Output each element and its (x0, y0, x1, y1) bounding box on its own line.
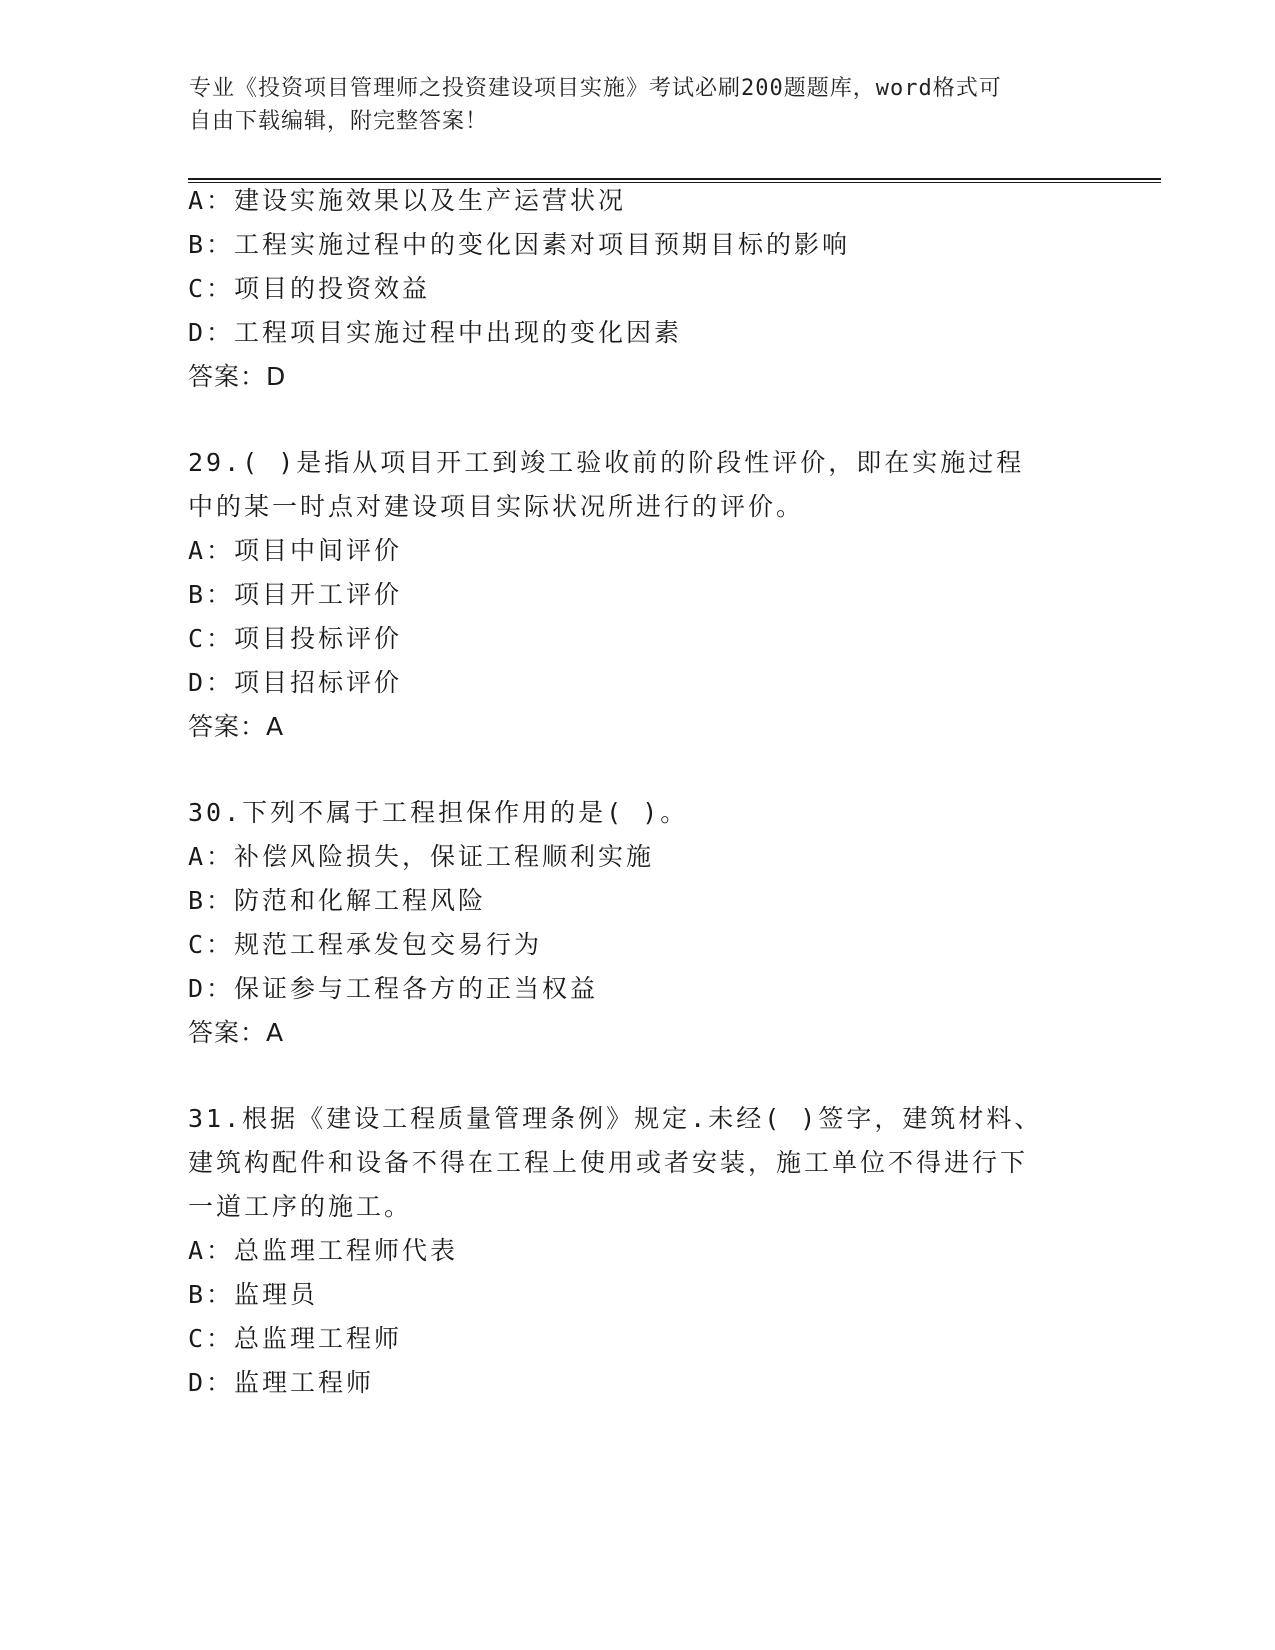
q31-stem-line-2: 建筑构配件和设备不得在工程上使用或者安装，施工单位不得进行下 (188, 1148, 1029, 1177)
q28-option-d: D：工程项目实施过程中出现的变化因素 (188, 318, 683, 347)
q29-stem-line-2: 中的某一时点对建设项目实际状况所进行的评价。 (188, 492, 805, 521)
header-divider (188, 178, 1161, 183)
q28-option-c: C：项目的投资效益 (188, 274, 431, 303)
q31-option-c: C：总监理工程师 (188, 1324, 403, 1353)
q28-answer: 答案：D (188, 362, 287, 391)
q30-answer: 答案：A (188, 1018, 285, 1047)
q30-option-b: B：防范和化解工程风险 (188, 886, 487, 915)
q29-stem-line-1: 29.( )是指从项目开工到竣工验收前的阶段性评价，即在实施过程 (188, 448, 1025, 477)
q29-option-b: B：项目开工评价 (188, 580, 403, 609)
q29-option-a: A：项目中间评价 (188, 536, 403, 565)
q29-answer: 答案：A (188, 712, 285, 741)
q31-stem-line-1: 31.根据《建设工程质量管理条例》规定.未经( )签字，建筑材料、 (188, 1104, 1043, 1133)
q30-option-d: D：保证参与工程各方的正当权益 (188, 974, 599, 1003)
q31-option-d: D：监理工程师 (188, 1368, 375, 1397)
q29-option-d: D：项目招标评价 (188, 668, 403, 697)
header-line-2: 自由下载编辑，附完整答案！ (189, 109, 489, 134)
q30-stem-line-1: 30.下列不属于工程担保作用的是( )。 (188, 798, 689, 827)
document-header (189, 72, 1069, 138)
q29-option-c: C：项目投标评价 (188, 624, 403, 653)
q30-option-c: C：规范工程承发包交易行为 (188, 930, 543, 959)
q28-option-a: A：建设实施效果以及生产运营状况 (188, 186, 627, 215)
q30-option-a: A：补偿风险损失，保证工程顺利实施 (188, 842, 655, 871)
q31-option-b: B：监理员 (188, 1280, 319, 1309)
q28-option-b: B：工程实施过程中的变化因素对项目预期目标的影响 (188, 230, 851, 259)
header-line-1: 专业《投资项目管理师之投资建设项目实施》考试必刷200题题库，word格式可 (189, 76, 1002, 101)
q31-option-a: A：总监理工程师代表 (188, 1236, 459, 1265)
q31-stem-line-3: 一道工序的施工。 (188, 1192, 413, 1221)
